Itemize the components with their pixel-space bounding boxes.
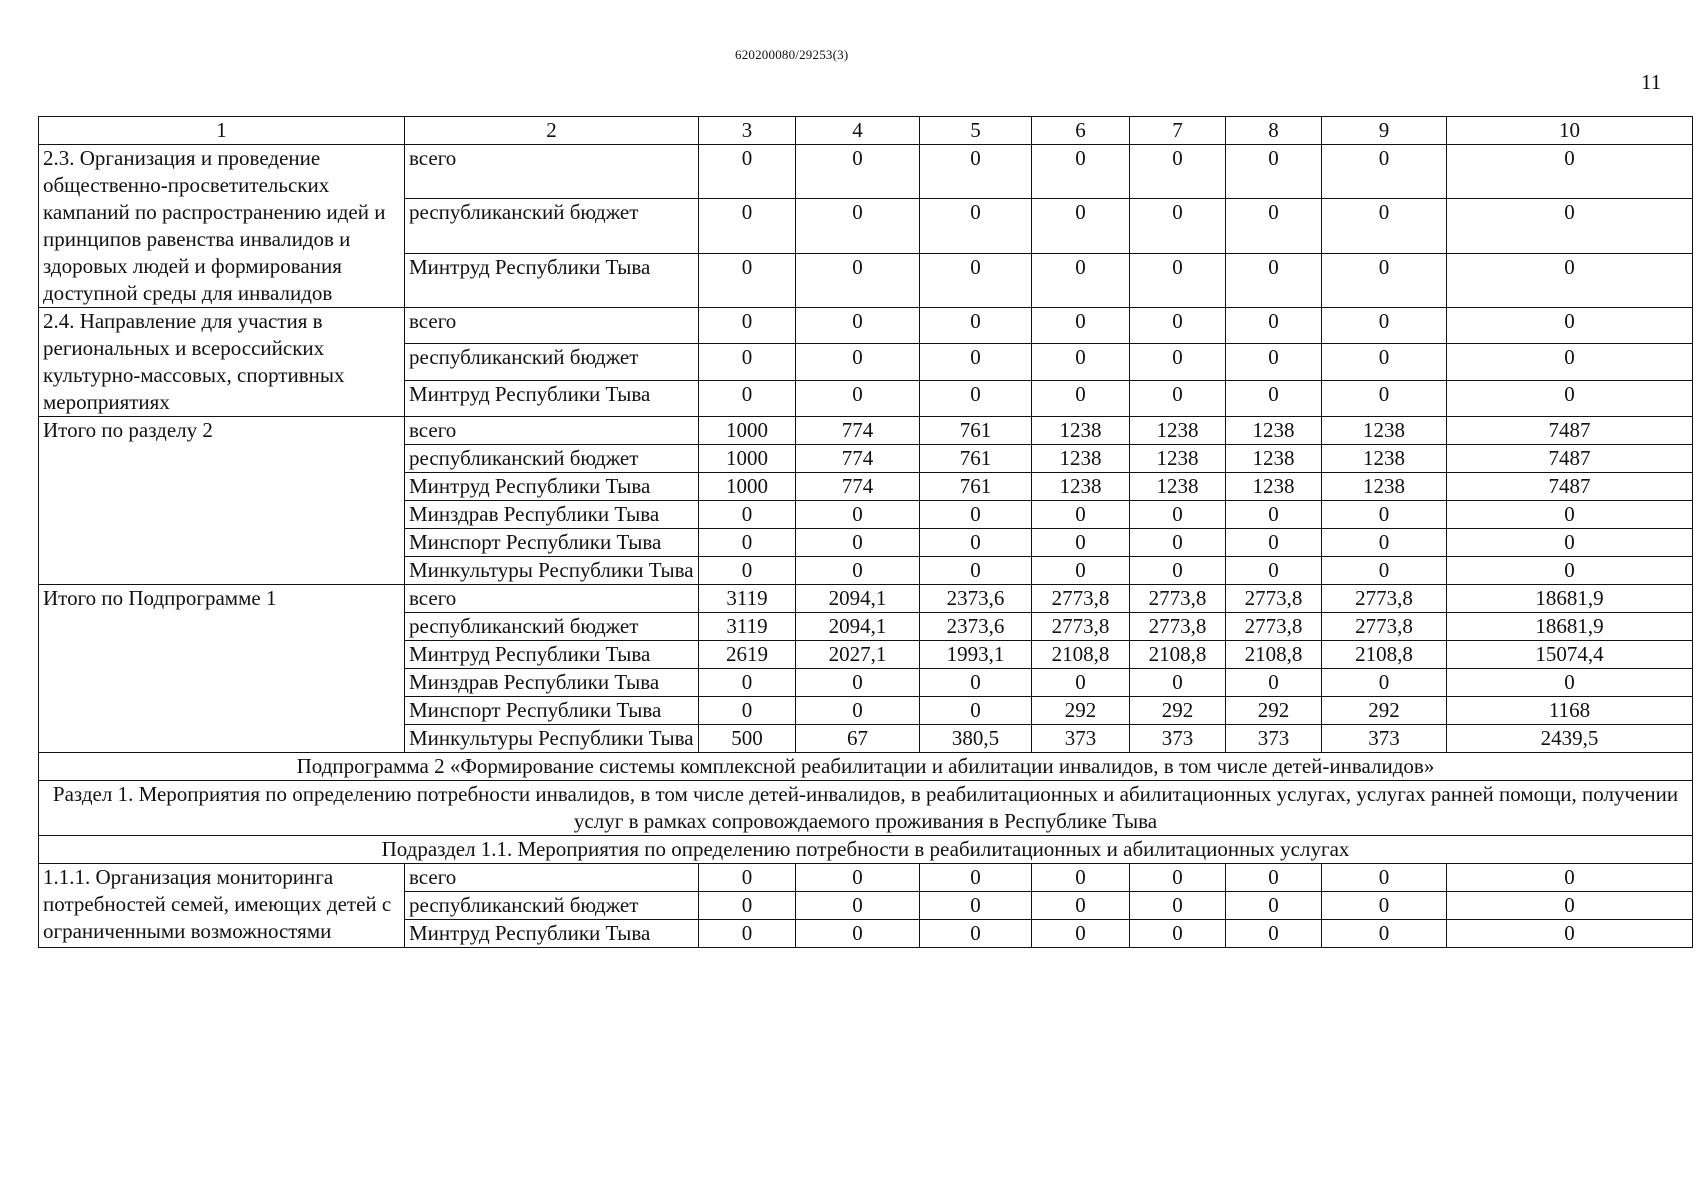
value-cell: 0: [699, 529, 796, 557]
value-cell: 0: [920, 380, 1032, 416]
funding-source: республиканский бюджет: [405, 199, 699, 253]
value-cell: 0: [796, 344, 920, 380]
activity-name: Итого по Подпрограмме 1: [39, 585, 405, 753]
value-cell: 0: [920, 864, 1032, 892]
value-cell: 373: [1130, 725, 1226, 753]
value-cell: 0: [1447, 669, 1693, 697]
value-cell: 0: [1130, 892, 1226, 920]
value-cell: 7487: [1447, 417, 1693, 445]
value-cell: 0: [1130, 864, 1226, 892]
activity-name: 2.3. Организация и проведение общественно-просветительских кампаний по распространению идей и принципов равенства инвалидов и здоровых людей и формирования доступной среды для инвалидов: [39, 145, 405, 308]
value-cell: 0: [1447, 529, 1693, 557]
value-cell: 0: [1322, 199, 1447, 253]
funding-source: всего: [405, 864, 699, 892]
value-cell: 7487: [1447, 445, 1693, 473]
value-cell: 2027,1: [796, 641, 920, 669]
value-cell: 0: [699, 920, 796, 948]
value-cell: 0: [796, 380, 920, 416]
funding-source: республиканский бюджет: [405, 613, 699, 641]
value-cell: 0: [1322, 501, 1447, 529]
value-cell: 1238: [1130, 417, 1226, 445]
funding-source: республиканский бюджет: [405, 344, 699, 380]
value-cell: 2773,8: [1226, 613, 1322, 641]
value-cell: 0: [1130, 199, 1226, 253]
value-cell: 0: [1226, 253, 1322, 307]
value-cell: 0: [920, 344, 1032, 380]
value-cell: 0: [699, 145, 796, 199]
value-cell: 2773,8: [1322, 613, 1447, 641]
value-cell: 1168: [1447, 697, 1693, 725]
value-cell: 0: [796, 697, 920, 725]
value-cell: 7487: [1447, 473, 1693, 501]
funding-source: Минтруд Республики Тыва: [405, 473, 699, 501]
column-header-4: 4: [796, 117, 920, 145]
value-cell: 2094,1: [796, 613, 920, 641]
value-cell: 2373,6: [920, 585, 1032, 613]
value-cell: 1000: [699, 445, 796, 473]
value-cell: 0: [1032, 344, 1130, 380]
value-cell: 2619: [699, 641, 796, 669]
subsection-title: Подраздел 1.1. Мероприятия по определению потребности в реабилитационных и абилитационных услугах: [39, 836, 1693, 864]
value-cell: 0: [920, 697, 1032, 725]
value-cell: 0: [1032, 199, 1130, 253]
value-cell: 0: [1032, 253, 1130, 307]
value-cell: 0: [796, 199, 920, 253]
value-cell: 18681,9: [1447, 585, 1693, 613]
value-cell: 0: [920, 199, 1032, 253]
value-cell: 67: [796, 725, 920, 753]
value-cell: 0: [1447, 892, 1693, 920]
activity-name: Итого по разделу 2: [39, 417, 405, 585]
value-cell: 0: [796, 253, 920, 307]
value-cell: 0: [1322, 920, 1447, 948]
value-cell: 0: [1130, 557, 1226, 585]
value-cell: 1238: [1322, 445, 1447, 473]
value-cell: 0: [1322, 380, 1447, 416]
section-title: Раздел 1. Мероприятия по определению потребности инвалидов, в том числе детей-инвалидов, в реабилитационных и абилитационных услугах, услугах ранней помощи, получении услуг в рамках сопровождаемого проживания в Республике Тыва: [39, 781, 1693, 836]
value-cell: 1238: [1032, 473, 1130, 501]
activity-name: 1.1.1. Организация мониторинга потребностей семей, имеющих детей с ограниченными возможностями: [39, 864, 405, 948]
value-cell: 0: [1130, 253, 1226, 307]
value-cell: 774: [796, 473, 920, 501]
value-cell: 0: [1322, 864, 1447, 892]
value-cell: 2773,8: [1032, 585, 1130, 613]
table-row: [39, 145, 1693, 199]
value-cell: 3119: [699, 613, 796, 641]
value-cell: 0: [1447, 308, 1693, 344]
value-cell: 2773,8: [1032, 613, 1130, 641]
value-cell: 0: [699, 380, 796, 416]
value-cell: 1000: [699, 417, 796, 445]
value-cell: 0: [920, 253, 1032, 307]
value-cell: 0: [1226, 864, 1322, 892]
value-cell: 1238: [1322, 473, 1447, 501]
value-cell: 0: [1032, 669, 1130, 697]
value-cell: 0: [1130, 669, 1226, 697]
value-cell: 2108,8: [1130, 641, 1226, 669]
value-cell: 0: [1447, 199, 1693, 253]
value-cell: 0: [1032, 557, 1130, 585]
column-header-5: 5: [920, 117, 1032, 145]
funding-source: всего: [405, 585, 699, 613]
value-cell: 0: [1226, 199, 1322, 253]
budget-table: [38, 116, 1693, 948]
value-cell: 0: [920, 529, 1032, 557]
value-cell: 0: [1226, 501, 1322, 529]
funding-source: Минтруд Республики Тыва: [405, 641, 699, 669]
table-row: [39, 308, 1693, 344]
value-cell: 0: [796, 669, 920, 697]
funding-source: всего: [405, 417, 699, 445]
value-cell: 0: [1032, 380, 1130, 416]
value-cell: 0: [1447, 145, 1693, 199]
value-cell: 0: [1447, 557, 1693, 585]
column-header-2: 2: [405, 117, 699, 145]
value-cell: 0: [920, 557, 1032, 585]
value-cell: 0: [920, 145, 1032, 199]
value-cell: 373: [1032, 725, 1130, 753]
value-cell: 0: [796, 557, 920, 585]
value-cell: 0: [1322, 344, 1447, 380]
page-number: 11: [1641, 70, 1662, 94]
value-cell: 2773,8: [1130, 585, 1226, 613]
value-cell: 373: [1226, 725, 1322, 753]
value-cell: 1238: [1130, 445, 1226, 473]
column-header-10: 10: [1447, 117, 1693, 145]
value-cell: 1238: [1226, 445, 1322, 473]
value-cell: 761: [920, 445, 1032, 473]
value-cell: 774: [796, 445, 920, 473]
value-cell: 0: [1226, 557, 1322, 585]
value-cell: 0: [699, 344, 796, 380]
subsection-title-row: [39, 836, 1693, 864]
value-cell: 0: [1032, 892, 1130, 920]
value-cell: 0: [1130, 344, 1226, 380]
value-cell: 1238: [1226, 473, 1322, 501]
subprogram-title: Подпрограмма 2 «Формирование системы комплексной реабилитации и абилитации инвалидов, в том числе детей-инвалидов»: [39, 753, 1693, 781]
value-cell: 0: [1032, 501, 1130, 529]
column-header-8: 8: [1226, 117, 1322, 145]
table-row: [39, 864, 1693, 892]
value-cell: 774: [796, 417, 920, 445]
value-cell: 0: [1032, 145, 1130, 199]
value-cell: 0: [1447, 920, 1693, 948]
value-cell: 0: [1447, 253, 1693, 307]
value-cell: 1993,1: [920, 641, 1032, 669]
value-cell: 0: [699, 669, 796, 697]
value-cell: 0: [699, 501, 796, 529]
value-cell: 0: [1447, 864, 1693, 892]
value-cell: 0: [1032, 920, 1130, 948]
value-cell: 0: [1130, 308, 1226, 344]
value-cell: 0: [796, 501, 920, 529]
value-cell: 0: [699, 697, 796, 725]
activity-name: 2.4. Направление для участия в региональных и всероссийских культурно-массовых, спортивных мероприятиях: [39, 308, 405, 417]
value-cell: 0: [1130, 145, 1226, 199]
value-cell: 292: [1322, 697, 1447, 725]
funding-source: всего: [405, 308, 699, 344]
value-cell: 0: [699, 864, 796, 892]
funding-source: Минспорт Республики Тыва: [405, 529, 699, 557]
value-cell: 2108,8: [1032, 641, 1130, 669]
value-cell: 380,5: [920, 725, 1032, 753]
value-cell: 2773,8: [1130, 613, 1226, 641]
value-cell: 0: [1447, 380, 1693, 416]
value-cell: 0: [796, 920, 920, 948]
value-cell: 0: [699, 253, 796, 307]
funding-source: Минспорт Республики Тыва: [405, 697, 699, 725]
funding-source: Минкультуры Республики Тыва: [405, 725, 699, 753]
value-cell: 0: [1226, 308, 1322, 344]
value-cell: 1000: [699, 473, 796, 501]
funding-source: Минкультуры Республики Тыва: [405, 557, 699, 585]
value-cell: 0: [699, 892, 796, 920]
subprogram-title-row: [39, 753, 1693, 781]
value-cell: 18681,9: [1447, 613, 1693, 641]
value-cell: 0: [1226, 529, 1322, 557]
value-cell: 0: [1032, 864, 1130, 892]
value-cell: 0: [1322, 529, 1447, 557]
value-cell: 0: [1130, 920, 1226, 948]
value-cell: 0: [796, 308, 920, 344]
value-cell: 761: [920, 417, 1032, 445]
table-row: [39, 585, 1693, 613]
value-cell: 0: [1226, 669, 1322, 697]
funding-source: республиканский бюджет: [405, 892, 699, 920]
value-cell: 0: [920, 892, 1032, 920]
value-cell: 0: [699, 308, 796, 344]
column-header-9: 9: [1322, 117, 1447, 145]
value-cell: 2439,5: [1447, 725, 1693, 753]
value-cell: 0: [1226, 920, 1322, 948]
value-cell: 0: [1322, 253, 1447, 307]
column-header-7: 7: [1130, 117, 1226, 145]
funding-source: Минтруд Республики Тыва: [405, 380, 699, 416]
value-cell: 3119: [699, 585, 796, 613]
value-cell: 0: [796, 864, 920, 892]
value-cell: 0: [1322, 145, 1447, 199]
table-body: [39, 117, 1693, 948]
value-cell: 292: [1226, 697, 1322, 725]
value-cell: 2773,8: [1226, 585, 1322, 613]
value-cell: 0: [1226, 892, 1322, 920]
value-cell: 2094,1: [796, 585, 920, 613]
value-cell: 0: [1226, 344, 1322, 380]
value-cell: 1238: [1322, 417, 1447, 445]
value-cell: 0: [920, 501, 1032, 529]
funding-source: Минтруд Республики Тыва: [405, 253, 699, 307]
value-cell: 292: [1032, 697, 1130, 725]
value-cell: 0: [1226, 145, 1322, 199]
value-cell: 2108,8: [1226, 641, 1322, 669]
value-cell: 1238: [1130, 473, 1226, 501]
value-cell: 1238: [1032, 417, 1130, 445]
funding-source: всего: [405, 145, 699, 199]
value-cell: 0: [796, 529, 920, 557]
value-cell: 761: [920, 473, 1032, 501]
value-cell: 0: [1447, 501, 1693, 529]
value-cell: 0: [920, 308, 1032, 344]
value-cell: 0: [1322, 669, 1447, 697]
value-cell: 0: [796, 892, 920, 920]
value-cell: 0: [920, 920, 1032, 948]
value-cell: 2373,6: [920, 613, 1032, 641]
value-cell: 15074,4: [1447, 641, 1693, 669]
document-code: 620200080/29253(3): [735, 47, 849, 62]
funding-source: республиканский бюджет: [405, 445, 699, 473]
value-cell: 1238: [1226, 417, 1322, 445]
value-cell: 0: [1226, 380, 1322, 416]
value-cell: 373: [1322, 725, 1447, 753]
value-cell: 0: [1130, 501, 1226, 529]
value-cell: 0: [1130, 529, 1226, 557]
value-cell: 2108,8: [1322, 641, 1447, 669]
column-header-1: 1: [39, 117, 405, 145]
value-cell: 0: [1130, 380, 1226, 416]
header-row: [39, 117, 1693, 145]
funding-source: Минздрав Республики Тыва: [405, 501, 699, 529]
table-row: [39, 417, 1693, 445]
value-cell: 0: [1322, 308, 1447, 344]
value-cell: 0: [796, 145, 920, 199]
value-cell: 0: [1032, 529, 1130, 557]
value-cell: 0: [1322, 557, 1447, 585]
value-cell: 0: [1032, 308, 1130, 344]
funding-source: Минздрав Республики Тыва: [405, 669, 699, 697]
value-cell: 1238: [1032, 445, 1130, 473]
section-title-row: [39, 781, 1693, 836]
value-cell: 2773,8: [1322, 585, 1447, 613]
value-cell: 0: [699, 199, 796, 253]
value-cell: 0: [1447, 344, 1693, 380]
value-cell: 292: [1130, 697, 1226, 725]
value-cell: 0: [699, 557, 796, 585]
value-cell: 0: [1322, 892, 1447, 920]
column-header-3: 3: [699, 117, 796, 145]
funding-source: Минтруд Республики Тыва: [405, 920, 699, 948]
column-header-6: 6: [1032, 117, 1130, 145]
value-cell: 500: [699, 725, 796, 753]
value-cell: 0: [920, 669, 1032, 697]
